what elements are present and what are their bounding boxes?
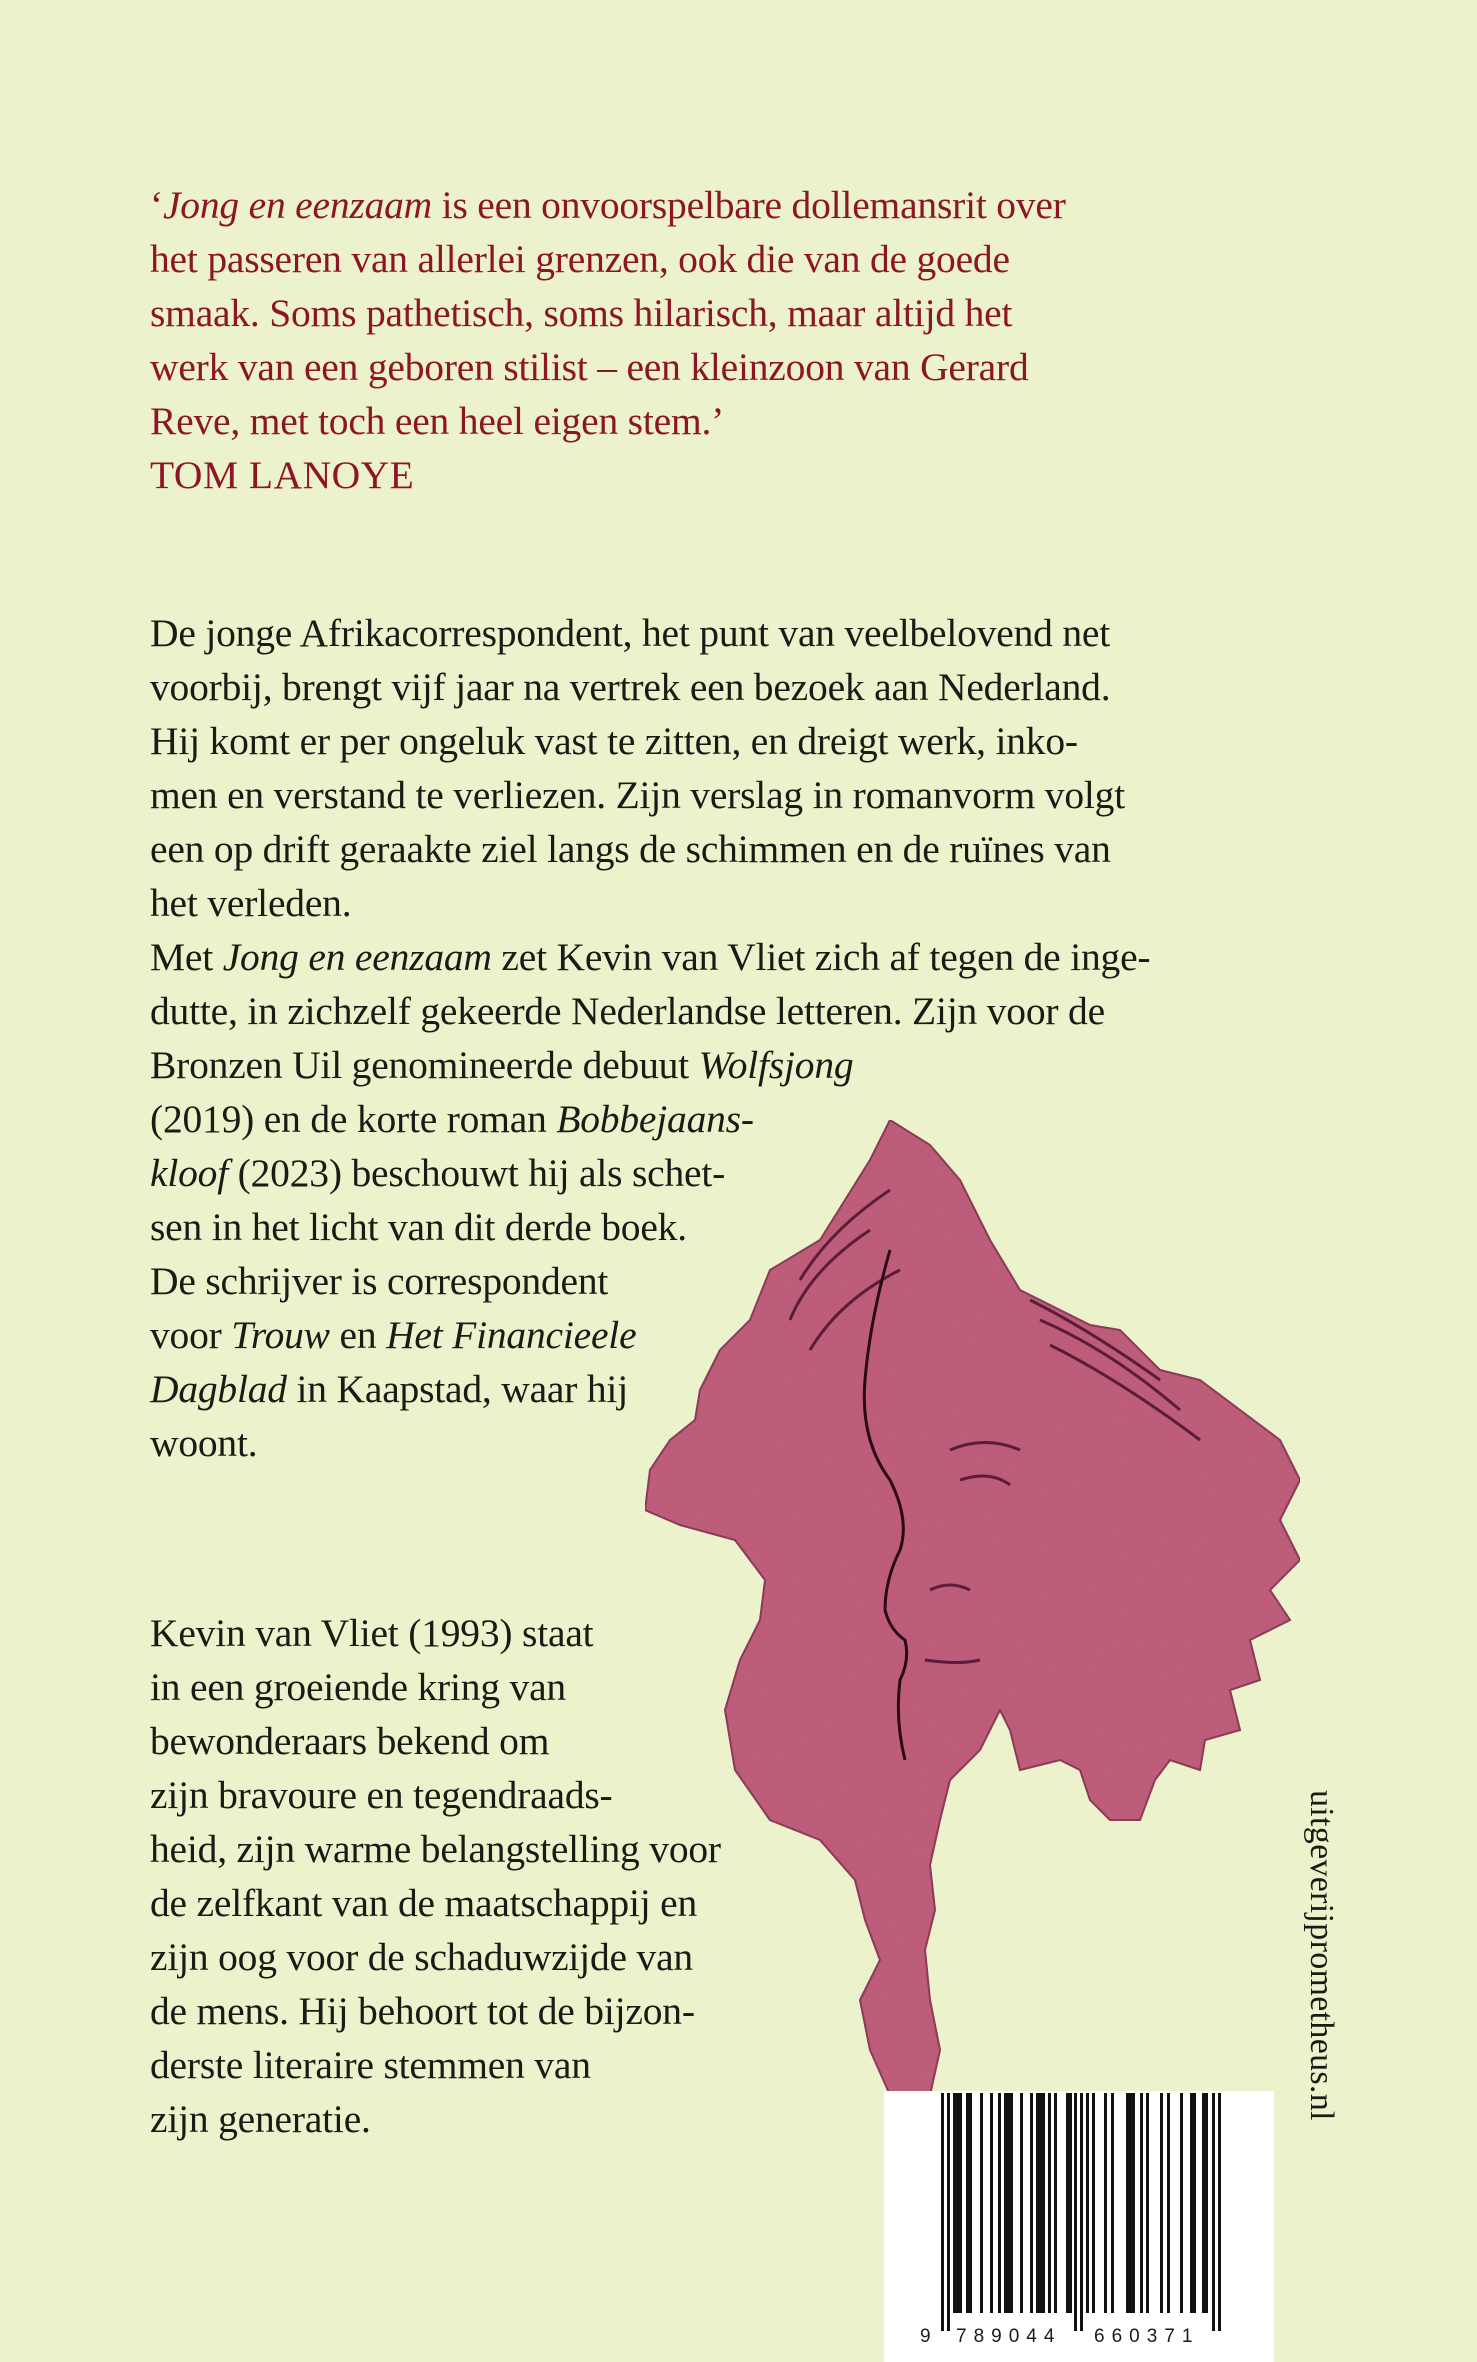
quote-line: werk van een geboren stilist – een kleinzoon van Gerard bbox=[150, 345, 1029, 389]
newspaper-title: Het Financieele bbox=[386, 1313, 637, 1357]
bio-line: derste literaire stemmen van bbox=[150, 2043, 591, 2087]
synopsis-line: kloof (2023) beschouwt hij als schet- bbox=[150, 1151, 726, 1195]
synopsis-line: voor Trouw en Het Financieele bbox=[150, 1313, 637, 1357]
newspaper-title: Trouw bbox=[231, 1313, 330, 1357]
quote-line: het passeren van allerlei grenzen, ook die van de goede bbox=[150, 237, 1010, 281]
quote-line: Reve, met toch een heel eigen stem.’ bbox=[150, 399, 725, 443]
synopsis-line: sen in het licht van dit derde boek. bbox=[150, 1205, 687, 1249]
synopsis-line: men en verstand te verliezen. Zijn verslag in romanvorm volgt bbox=[150, 773, 1125, 817]
synopsis-line: een op drift geraakte ziel langs de schimmen en de ruïnes van bbox=[150, 827, 1111, 871]
bio-line: zijn oog voor de schaduwzijde van bbox=[150, 1935, 693, 1979]
book-title: Jong en eenzaam bbox=[162, 183, 432, 227]
synopsis-line: De schrijver is correspondent bbox=[150, 1259, 609, 1303]
quote-line: smaak. Soms pathetisch, soms hilarisch, maar altijd het bbox=[150, 291, 1013, 335]
isbn-left-group: 789044 bbox=[956, 2326, 1062, 2347]
synopsis-line: Hij komt er per ongeluk vast te zitten, en dreigt werk, inko- bbox=[150, 719, 1078, 763]
book-title: Jong en eenzaam bbox=[222, 935, 492, 979]
synopsis-line: dutte, in zichzelf gekeerde Nederlandse letteren. Zijn voor de bbox=[150, 989, 1105, 1033]
bio-line: in een groeiende kring van bbox=[150, 1665, 566, 1709]
bio-line: heid, zijn warme belangstelling voor bbox=[150, 1827, 721, 1871]
bio-line: bewonderaars bekend om bbox=[150, 1719, 550, 1763]
book-title: kloof bbox=[150, 1151, 228, 1195]
isbn-barcode-icon bbox=[884, 2091, 1274, 2331]
bio-line: zijn generatie. bbox=[150, 2097, 371, 2141]
bio-line: zijn bravoure en tegendraads- bbox=[150, 1773, 613, 1817]
synopsis-line: voorbij, brengt vijf jaar na vertrek een bezoek aan Nederland. bbox=[150, 665, 1111, 709]
book-title: Wolfsjong bbox=[698, 1043, 854, 1087]
synopsis-line: (2019) en de korte roman Bobbejaans- bbox=[150, 1097, 754, 1141]
bio-line: de mens. Hij behoort tot de bijzon- bbox=[150, 1989, 695, 2033]
synopsis-line: het verleden. bbox=[150, 881, 352, 925]
newspaper-title: Dagblad bbox=[150, 1367, 287, 1411]
synopsis-line: Bronzen Uil genomineerde debuut Wolfsjong bbox=[150, 1043, 854, 1087]
isbn-barcode bbox=[884, 2091, 1274, 2362]
bio-line: de zelfkant van de maatschappij en bbox=[150, 1881, 698, 1925]
synopsis-line: Met Jong en eenzaam zet Kevin van Vliet zich af tegen de inge- bbox=[150, 935, 1151, 979]
quote-line: ‘Jong en eenzaam is een onvoorspelbare dollemansrit over bbox=[150, 183, 1066, 227]
isbn-prefix-digit: 9 bbox=[920, 2326, 931, 2347]
portrait-illustration-icon bbox=[640, 1120, 1340, 2100]
isbn-number bbox=[884, 2326, 1274, 2356]
synopsis-line: woont. bbox=[150, 1421, 258, 1465]
bio-line: Kevin van Vliet (1993) staat bbox=[150, 1611, 594, 1655]
synopsis-line: De jonge Afrikacorrespondent, het punt van veelbelovend net bbox=[150, 611, 1111, 655]
isbn-right-group: 660371 bbox=[1094, 2326, 1200, 2347]
publisher-url[interactable]: uitgeverijprometheus.nl bbox=[1303, 1790, 1340, 2121]
book-title: Bobbejaans- bbox=[556, 1097, 754, 1141]
quote-attribution: TOM LANOYE bbox=[150, 453, 415, 497]
synopsis-line: Dagblad in Kaapstad, waar hij bbox=[150, 1367, 628, 1411]
